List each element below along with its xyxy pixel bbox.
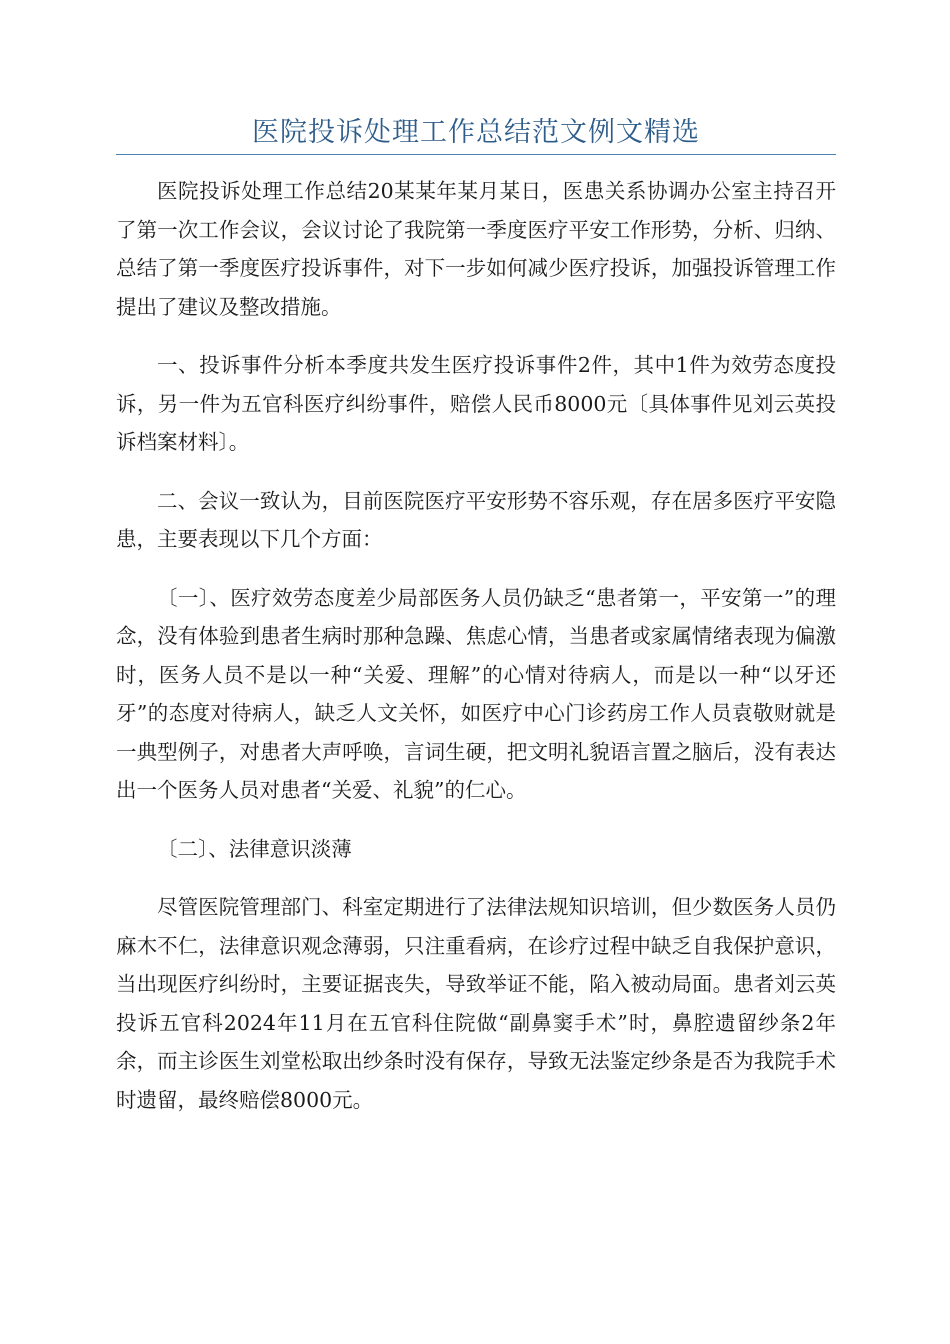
paragraph-section-1: 一、投诉事件分析本季度共发生医疗投诉事件2件，其中1件为效劳态度投诉，另一件为五官科医疗纠纷事件，赔偿人民币8000元〔具体事件见刘云英投诉档案材料〕。 bbox=[116, 353, 836, 454]
paragraph-section-2: 二、会议一致认为，目前医院医疗平安形势不容乐观，存在居多医疗平安隐患，主要表现以下几个方面： bbox=[116, 488, 836, 551]
paragraph-subsection-1: 〔一〕、医疗效劳态度差少局部医务人员仍缺乏“患者第一，平安第一”的理念，没有体验到患者生病时那种急躁、焦虑心情，当患者或家属情绪表现为偏激时，医务人员不是以一种“关爱、理解”的心情对待病人，而是以一种“以牙还牙”的态度对待病人，缺乏人文关怀，如医疗中心门诊药房工作人员袁敬财就是一典型例子，对患者大声呼唤，言词生硬，把文明礼貌语言置之脑后，没有表达出一个医务人员对患者“关爱、礼貌”的仁心。 bbox=[116, 585, 836, 802]
paragraph-subsection-2-heading: 〔二〕、法律意识淡薄 bbox=[157, 836, 352, 861]
document-title: 医院投诉处理工作总结范文例文精选 bbox=[252, 117, 700, 148]
paragraph-intro: 医院投诉处理工作总结20某某年某月某日，医患关系协调办公室主持召开了第一次工作会议，会议讨论了我院第一季度医疗平安工作形势，分析、归纳、总结了第一季度医疗投诉事件，对下一步如何减少医疗投诉，加强投诉管理工作提出了建议及整改措施。 bbox=[116, 179, 836, 319]
title-underline bbox=[116, 154, 836, 155]
document-body bbox=[116, 172, 836, 1139]
paragraph-subsection-2-body: 尽管医院管理部门、科室定期进行了法律法规知识培训，但少数医务人员仍麻木不仁，法律意识观念薄弱，只注重看病，在诊疗过程中缺乏自我保护意识，当出现医疗纠纷时，主要证据丧失，导致举证不能，陷入被动局面。患者刘云英投诉五官科2024年11月在五官科住院做“副鼻窦手术”时，鼻腔遗留纱条2年余，而主诊医生刘堂松取出纱条时没有保存，导致无法鉴定纱条是否为我院手术时遗留，最终赔偿8000元。 bbox=[116, 895, 836, 1112]
